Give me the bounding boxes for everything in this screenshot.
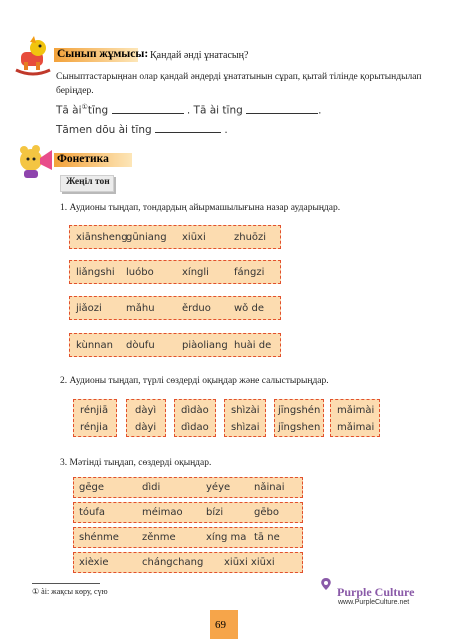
ex3-word: gēge xyxy=(79,482,104,493)
watermark-brand: Purple Culture xyxy=(337,585,415,599)
line2-part-a: Tāmen dōu ài tīng xyxy=(56,124,152,136)
phonetics-title: Фонетика xyxy=(57,153,109,165)
ex3-word: méimao xyxy=(142,507,183,518)
exercise-3-instruction: 3. Мәтінді тыңдап, сөздерді оқыңдар. xyxy=(60,458,212,468)
exercise-1-instruction: 1. Аудионы тыңдап, тондардың айырмашылығына назар аударыңдар. xyxy=(60,203,341,213)
answer-blank-2[interactable] xyxy=(246,113,318,114)
class-work-subtitle: Қандай әнді ұнатасың? xyxy=(150,50,249,61)
exercise-2-instruction: 2. Аудионы тыңдап, түрлі сөздерді оқыңдар және салыстырыңдар. xyxy=(60,376,329,386)
ex3-word: bízi xyxy=(206,507,224,518)
ex1-word: kùnnan xyxy=(76,340,113,351)
ex1-box-1 xyxy=(69,225,281,249)
ex2-word-a: shìzài xyxy=(231,405,260,416)
ex1-word: xiānsheng xyxy=(76,232,128,243)
ex2-pair-box-4 xyxy=(224,399,266,437)
ex2-word-b: dìdao xyxy=(181,422,209,433)
ex1-word: fángzi xyxy=(234,267,265,278)
mascot-megaphone-icon xyxy=(16,140,54,180)
ex1-word: mǎhu xyxy=(126,303,155,314)
footnote-marker: ① xyxy=(81,103,88,111)
ex3-word: chángchang xyxy=(142,557,204,568)
ex2-word-a: mǎimài xyxy=(337,405,375,416)
ex1-box-2 xyxy=(69,260,281,284)
ex2-word-a: rénjiā xyxy=(80,405,109,416)
ex1-word: dòufu xyxy=(126,340,155,351)
ex3-word: xíng ma xyxy=(206,532,247,543)
ex1-word: gūniang xyxy=(126,232,167,243)
answer-blank-1[interactable] xyxy=(112,113,184,114)
watermark-url: www.PurpleCulture.net xyxy=(338,599,410,606)
fill-line-2 xyxy=(56,124,228,136)
ex1-word: zhuōzi xyxy=(234,232,267,243)
ex2-word-b: shìzai xyxy=(231,422,260,433)
neutral-tone-tag-label: Жеңіл тон xyxy=(66,177,110,187)
ex3-box-1 xyxy=(73,477,303,498)
ex2-word-b: rénjia xyxy=(80,422,109,433)
rocking-horse-mascot-icon xyxy=(12,34,54,76)
ex3-word: shénme xyxy=(79,532,119,543)
line1-part-c: . Tā ài tīng xyxy=(186,104,243,117)
ex3-word: nǎinai xyxy=(254,482,285,493)
ex2-word-a: dàyì xyxy=(135,405,157,416)
ex1-word: luóbo xyxy=(126,267,154,278)
class-work-instruction: Сыныптастарыңнан олар қандай әндерді ұнататынын сұрап, қытай тілінде қорытындылап беріңдер. xyxy=(56,72,422,96)
line1-end: . xyxy=(318,104,322,117)
ex3-box-2 xyxy=(73,502,303,523)
ex1-word: huài de xyxy=(234,340,272,351)
page-number: 69 xyxy=(215,619,226,631)
ex1-word: ěrduo xyxy=(182,303,211,314)
ex2-word-a: jīngshén xyxy=(278,405,321,416)
footnote-divider xyxy=(32,583,100,584)
footnote: ① ài: жақсы көру, сүю xyxy=(32,587,108,596)
ex3-word: zěnme xyxy=(142,532,176,543)
ex2-word-b: jīngshen xyxy=(278,422,321,433)
fill-line-1 xyxy=(56,103,321,117)
purple-culture-logo-icon xyxy=(319,576,333,590)
answer-blank-3[interactable] xyxy=(155,132,221,133)
ex2-pair-box-6 xyxy=(330,399,380,437)
ex2-pair-box-1 xyxy=(73,399,117,437)
ex1-box-4 xyxy=(69,333,281,357)
ex1-word: wǒ de xyxy=(234,303,264,314)
ex3-box-3 xyxy=(73,527,303,548)
ex2-word-a: dìdào xyxy=(181,405,209,416)
ex3-word: gēbo xyxy=(254,507,279,518)
ex1-word: liǎngshi xyxy=(76,267,115,278)
ex3-box-4 xyxy=(73,552,303,573)
ex3-word: tā ne xyxy=(254,532,280,543)
class-work-title: Сынып жұмысы: xyxy=(57,48,149,60)
ex1-word: jiǎozi xyxy=(76,303,102,314)
ex1-box-3 xyxy=(69,296,281,320)
ex2-pair-box-5 xyxy=(274,399,324,437)
line1-part-a: Tā ài xyxy=(56,104,82,117)
ex2-pair-box-3 xyxy=(174,399,216,437)
line2-end: . xyxy=(224,124,228,136)
line1-part-b: tīng xyxy=(87,104,109,117)
ex2-word-b: mǎimai xyxy=(337,422,375,433)
ex3-word: tóufa xyxy=(79,507,106,518)
ex1-word: xiūxi xyxy=(182,232,206,243)
ex3-word: xiūxi xiūxi xyxy=(224,557,275,568)
ex3-word: dìdi xyxy=(142,482,161,493)
ex1-word: piàoliang xyxy=(182,340,228,351)
ex3-word: yéye xyxy=(206,482,231,493)
ex2-word-b: dàyi xyxy=(135,422,157,433)
ex3-word: xièxie xyxy=(79,557,109,568)
ex1-word: xíngli xyxy=(182,267,209,278)
ex2-pair-box-2 xyxy=(126,399,166,437)
